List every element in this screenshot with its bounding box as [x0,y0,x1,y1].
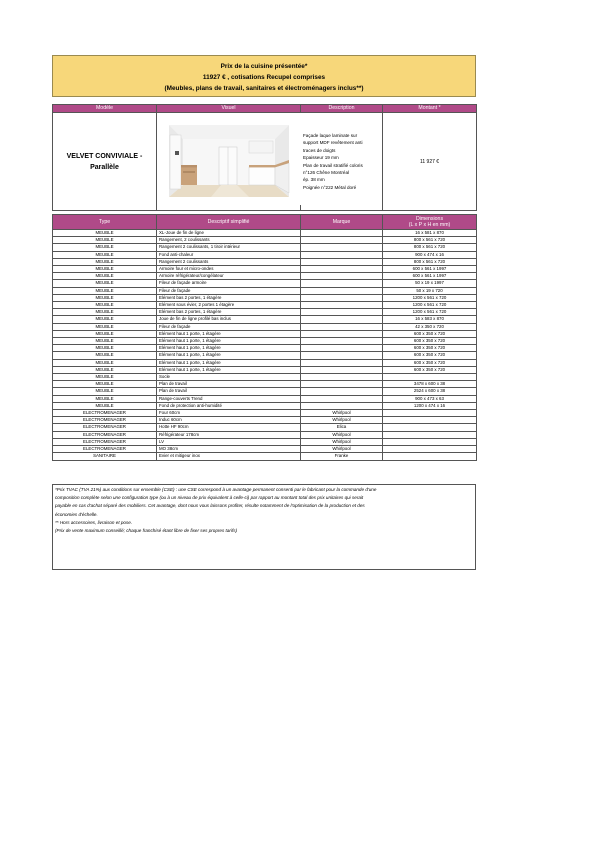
row-brand [301,237,383,244]
parts-table-body [53,230,477,461]
row-description: Range-couverts Trend [157,395,301,402]
table-row [53,280,477,287]
table-row [53,410,477,417]
row-brand [301,287,383,294]
kitchen-render-image [157,113,301,205]
table-row [53,388,477,395]
description-line: Façade laque laminate sur [303,132,358,138]
row-brand [301,266,383,273]
row-dimensions [383,446,477,453]
footnote-line: ** Hors accessoires, livraison et pose. [55,519,133,525]
row-brand [301,381,383,388]
row-dimensions: 50 x 19 x 1997 [383,280,477,287]
model-amount: 11 927 € [383,113,477,211]
row-type: MEUBLE [53,316,157,323]
table-row [53,287,477,294]
row-dimensions: 1200 x 561 x 720 [383,309,477,316]
row-brand: Whirlpool [301,431,383,438]
row-brand [301,309,383,316]
row-dimensions: 16 x 581 x 870 [383,230,477,237]
row-description: Elément bas 2 portes, 1 étagère [157,294,301,301]
row-description: Armoire réfrigérateur/congélateur [157,273,301,280]
row-dimensions: 800 x 561 x 720 [383,258,477,265]
row-description: XL-Joue de fin de ligne [157,230,301,237]
row-dimensions: 3478 x 600 x 38 [383,381,477,388]
row-type: ELECTROMENAGER [53,446,157,453]
footnotes [52,484,476,570]
row-description: Plan de travail [157,388,301,395]
table-row [53,244,477,251]
row-type: ELECTROMENAGER [53,431,157,438]
row-brand [301,273,383,280]
model-table [52,104,477,211]
description-line: Epaisseur 19 mm [303,155,339,161]
row-dimensions [383,453,477,460]
model-row [53,113,477,211]
table-row [53,316,477,323]
header-type: Type [53,215,157,230]
row-description: Fileur de façade [157,323,301,330]
row-brand: Whirlpool [301,410,383,417]
footnote-line: (Prix de vente maximum conseillé; chaque franchisé étant libre de fixer ses propres tarifs) [55,528,238,534]
parts-table-header [53,215,477,230]
row-description: Rangement, 2 coulissants [157,237,301,244]
row-type: MEUBLE [53,345,157,352]
row-description: Elément haut 1 porte, 1 étagère [157,359,301,366]
model-name-line1: VELVET CONVIVIALE - [66,152,143,160]
row-type: MEUBLE [53,287,157,294]
footnote-line: payable en cas d'achat séparé des mobiliers. Cet avantage, dont nous vous laissons profiter, résulte notamment de l'optimisation de la production et des [55,503,365,509]
header-visual: Visuel [157,105,301,113]
table-row [53,453,477,460]
model-name [53,113,157,211]
row-description: Induc 60cm [157,417,301,424]
description-line: support MDF revêtement anti [303,140,363,146]
row-brand [301,352,383,359]
row-brand [301,323,383,330]
row-type: MEUBLE [53,280,157,287]
row-description: Hotte HF 90cm [157,424,301,431]
header-brand: Marque [301,215,383,230]
row-description: Fond de protection anti-humidité [157,402,301,409]
row-type: MEUBLE [53,294,157,301]
description-line: ép. 38 mm [303,177,325,183]
row-description: Rangement 2 coulissants [157,258,301,265]
model-table-header [53,105,477,113]
row-description: LV [157,438,301,445]
row-brand [301,395,383,402]
row-dimensions: 900 x 474 x 16 [383,251,477,258]
row-description: Four 60cm [157,410,301,417]
table-row [53,345,477,352]
header-dimensions-title: Dimensions [415,215,444,222]
row-type: MEUBLE [53,374,157,381]
row-brand [301,244,383,251]
table-row [53,302,477,309]
header-model: Modèle [53,105,157,113]
row-brand [301,345,383,352]
row-description: MO 38cm [157,446,301,453]
row-description: Réfrigérateur 178cm [157,431,301,438]
row-brand [301,366,383,373]
row-type: MEUBLE [53,359,157,366]
row-type: MEUBLE [53,388,157,395]
table-row [53,251,477,258]
row-type: MEUBLE [53,352,157,359]
row-type: MEUBLE [53,273,157,280]
row-description: Socle [157,374,301,381]
kitchen-visual [157,113,301,211]
row-dimensions [383,417,477,424]
model-name-line2: Parallèle [90,163,119,171]
row-description: Elément haut 1 porte, 1 étagère [157,345,301,352]
row-dimensions [383,431,477,438]
row-type: MEUBLE [53,309,157,316]
row-description: Fond anti-chaleur [157,251,301,258]
header-amount: Montant * [383,105,477,113]
row-description: Fileur de façade [157,287,301,294]
table-row [53,266,477,273]
row-type: MEUBLE [53,258,157,265]
description-line: Poignée n°222 Métal doré [303,184,357,190]
row-description: Elément haut 1 porte, 1 étagère [157,352,301,359]
table-row [53,230,477,237]
table-row [53,395,477,402]
row-description: Plan de travail [157,381,301,388]
header-dimensions [383,215,477,230]
row-brand [301,251,383,258]
parts-table [52,214,477,461]
table-row [53,273,477,280]
row-description: Elément haut 1 porte, 1 étagère [157,330,301,337]
row-brand [301,359,383,366]
row-brand [301,374,383,381]
row-dimensions: 600 x 350 x 720 [383,359,477,366]
row-dimensions: 600 x 350 x 720 [383,352,477,359]
row-type: SANITAIRE [53,453,157,460]
row-type: MEUBLE [53,323,157,330]
table-row [53,323,477,330]
table-row [53,237,477,244]
row-dimensions [383,438,477,445]
description-line: traces de doigts [303,147,336,153]
row-type: MEUBLE [53,395,157,402]
row-brand: Franke [301,453,383,460]
row-type: MEUBLE [53,237,157,244]
row-brand [301,302,383,309]
row-dimensions: 1200 x 561 x 720 [383,294,477,301]
row-dimensions: 1200 x 561 x 720 [383,302,477,309]
price-banner [52,55,476,97]
row-dimensions: 800 x 561 x 720 [383,237,477,244]
row-brand [301,402,383,409]
row-type: MEUBLE [53,251,157,258]
row-dimensions [383,424,477,431]
footnote-line: économies d'échelle. [55,511,98,517]
banner-price: 11927 € , cotisations Recupel comprises [202,74,326,81]
row-type: MEUBLE [53,266,157,273]
row-type: MEUBLE [53,244,157,251]
table-row [53,338,477,345]
row-description: Elément sous évier, 2 portes 1 étagère [157,302,301,309]
table-row [53,402,477,409]
row-description: Evier et mitigeur inox [157,453,301,460]
table-row [53,258,477,265]
table-row [53,431,477,438]
table-row [53,330,477,337]
row-type: MEUBLE [53,366,157,373]
footnote-line: composition complète selon une configuration type (ou à un niveau de prix équivalent à celle-ci) par rapport au montant total des prix unitaires qui serait [55,495,364,501]
row-type: ELECTROMENAGER [53,417,157,424]
row-dimensions: 800 x 561 x 720 [383,244,477,251]
row-brand: Whirlpool [301,417,383,424]
row-type: MEUBLE [53,338,157,345]
row-dimensions: 1200 x 474 x 16 [383,402,477,409]
row-dimensions: 600 x 350 x 720 [383,330,477,337]
row-brand: Whirlpool [301,438,383,445]
header-dimensions-units: (L x P x H en mm) [408,222,451,228]
row-brand [301,280,383,287]
row-dimensions: 600 x 350 x 720 [383,338,477,345]
row-description: Armoire four et micro-ondes [157,266,301,273]
row-description: Elément haut 1 porte, 1 étagère [157,338,301,345]
row-brand: Whirlpool [301,446,383,453]
description-line: Plan de travail stratifié coloris [303,162,363,168]
banner-title: Prix de la cuisine présentée* [220,63,308,70]
row-type: ELECTROMENAGER [53,438,157,445]
row-dimensions: 50 x 19 x 720 [383,287,477,294]
table-row [53,438,477,445]
row-brand [301,230,383,237]
row-dimensions [383,410,477,417]
model-description [301,113,383,211]
row-brand [301,316,383,323]
table-row [53,352,477,359]
table-row [53,417,477,424]
row-description: Rangement 2 coulissants, 1 tiroir intérieur [157,244,301,251]
table-row [53,374,477,381]
row-brand [301,294,383,301]
row-dimensions: 600 x 350 x 720 [383,366,477,373]
table-row [53,381,477,388]
description-line: n°126 Chêne Montréal [303,169,350,175]
row-description: Joue de fin de ligne profilé bas inclus [157,316,301,323]
row-brand [301,338,383,345]
table-row [53,424,477,431]
row-type: MEUBLE [53,230,157,237]
row-type: ELECTROMENAGER [53,410,157,417]
table-row [53,294,477,301]
row-description: Fileur de façade armoire [157,280,301,287]
row-brand [301,388,383,395]
row-description: Elément bas 2 portes, 1 étagère [157,309,301,316]
row-brand: Elica [301,424,383,431]
header-description: Description [301,105,383,113]
row-dimensions: 600 x 561 x 1997 [383,273,477,280]
table-row [53,446,477,453]
banner-inclusions: (Meubles, plans de travail, sanitaires et électroménagers inclus**) [164,85,364,92]
row-dimensions: 900 x 473 x 63 [383,395,477,402]
row-dimensions: 600 x 350 x 720 [383,345,477,352]
row-dimensions: 42 x 350 x 720 [383,323,477,330]
row-dimensions [383,374,477,381]
row-type: MEUBLE [53,330,157,337]
row-type: ELECTROMENAGER [53,424,157,431]
table-row [53,309,477,316]
header-simplified-description: Descriptif simplifié [157,215,301,230]
row-dimensions: 2524 x 600 x 38 [383,388,477,395]
row-dimensions: 16 x 583 x 870 [383,316,477,323]
footnote-line: *Prix TVAC (TVA 21%) aux conditions sur ensemble (CSE) : une CSE correspond à un avantage permanent consenti par le fabricant pour la commande d'une [55,487,377,492]
row-type: MEUBLE [53,381,157,388]
row-type: MEUBLE [53,302,157,309]
row-description: Elément haut 1 porte, 1 étagère [157,366,301,373]
row-brand [301,258,383,265]
row-brand [301,330,383,337]
row-type: MEUBLE [53,402,157,409]
table-row [53,359,477,366]
row-dimensions: 600 x 561 x 1997 [383,266,477,273]
table-row [53,366,477,373]
